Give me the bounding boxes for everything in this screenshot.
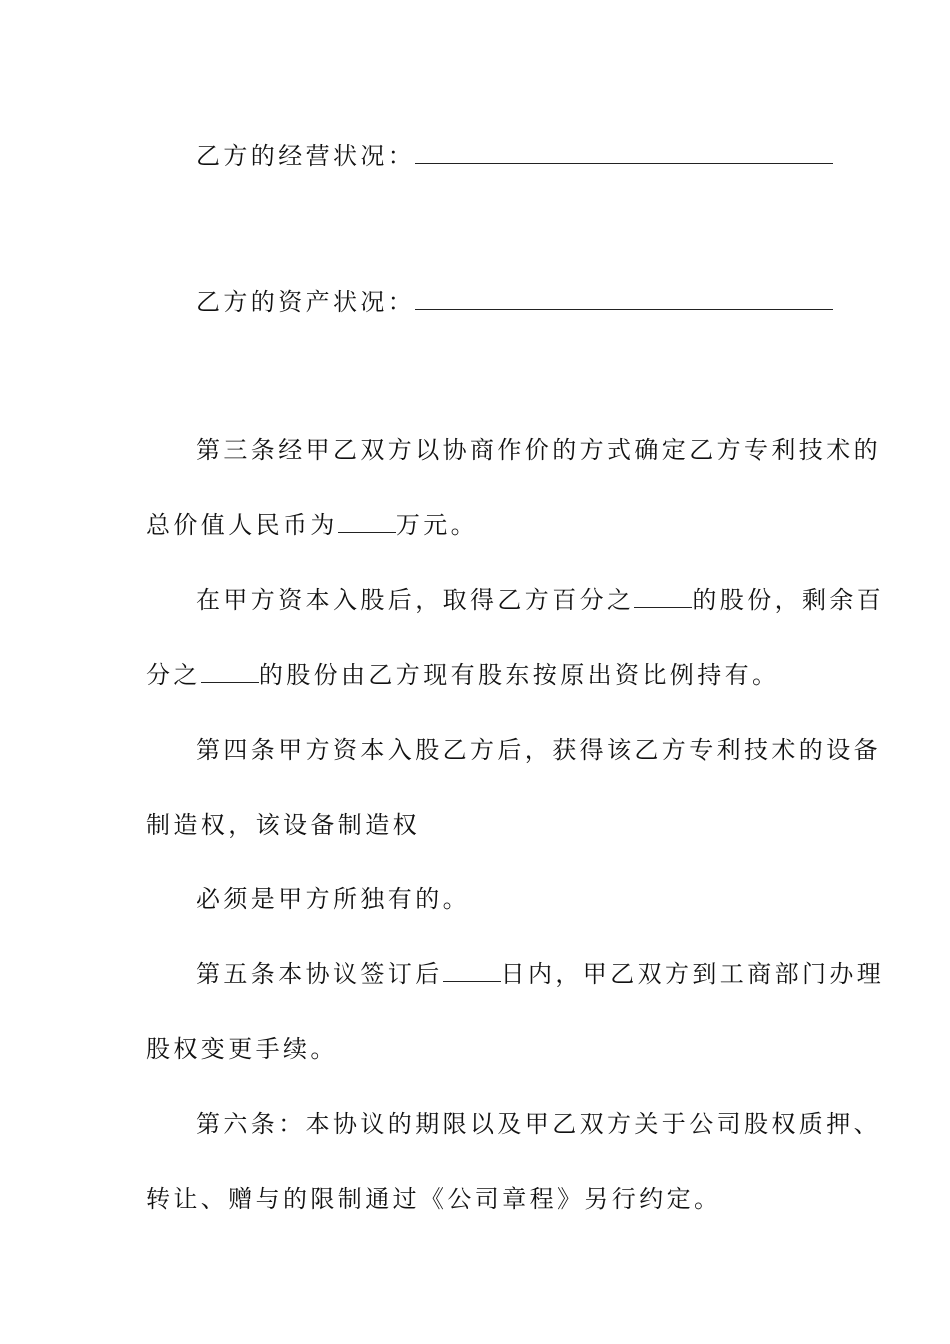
asset-status-blank (415, 285, 833, 310)
operation-status-field (196, 139, 833, 171)
shares-text-d: 的股份由乙方现有股东按原出资比例持有。 (258, 661, 780, 689)
shares-line1 (196, 585, 884, 615)
asset-status-field (196, 285, 833, 317)
article3-line1: 第三条经甲乙双方以协商作价的方式确定乙方专利技术的 (196, 436, 881, 464)
article5-line2: 股权变更手续。 (146, 1035, 338, 1063)
article6-line1: 第六条：本协议的期限以及甲乙双方关于公司股权质押、 (196, 1110, 881, 1138)
amount-blank (338, 510, 396, 533)
article4-line3: 必须是甲方所独有的。 (196, 885, 470, 913)
remaining-percent-blank (201, 660, 259, 683)
share-percent-blank (634, 585, 692, 608)
shares-text-b: 的股份，剩余百 (692, 586, 885, 614)
shares-text-c: 分之 (146, 661, 201, 689)
operation-status-label: 乙方的经营状况： (196, 142, 416, 170)
shares-line2 (146, 660, 779, 690)
article3-text-a: 总价值人民币为 (146, 511, 338, 539)
operation-status-blank (415, 139, 833, 164)
article4-line2: 制造权，该设备制造权 (146, 811, 420, 839)
article3-line2 (146, 510, 478, 540)
article5-text-b: 日内，甲乙双方到工商部门办理 (500, 960, 885, 988)
asset-status-label: 乙方的资产状况： (196, 288, 416, 316)
article6-line2: 转让、赠与的限制通过《公司章程》另行约定。 (146, 1185, 722, 1213)
article3-text-b: 万元。 (395, 511, 479, 539)
article5-text-a: 第五条本协议签订后 (196, 960, 443, 988)
days-blank (443, 959, 501, 982)
article5-line1 (196, 959, 884, 989)
shares-text-a: 在甲方资本入股后，取得乙方百分之 (196, 586, 635, 614)
article4-line1: 第四条甲方资本入股乙方后，获得该乙方专利技术的设备 (196, 736, 881, 764)
